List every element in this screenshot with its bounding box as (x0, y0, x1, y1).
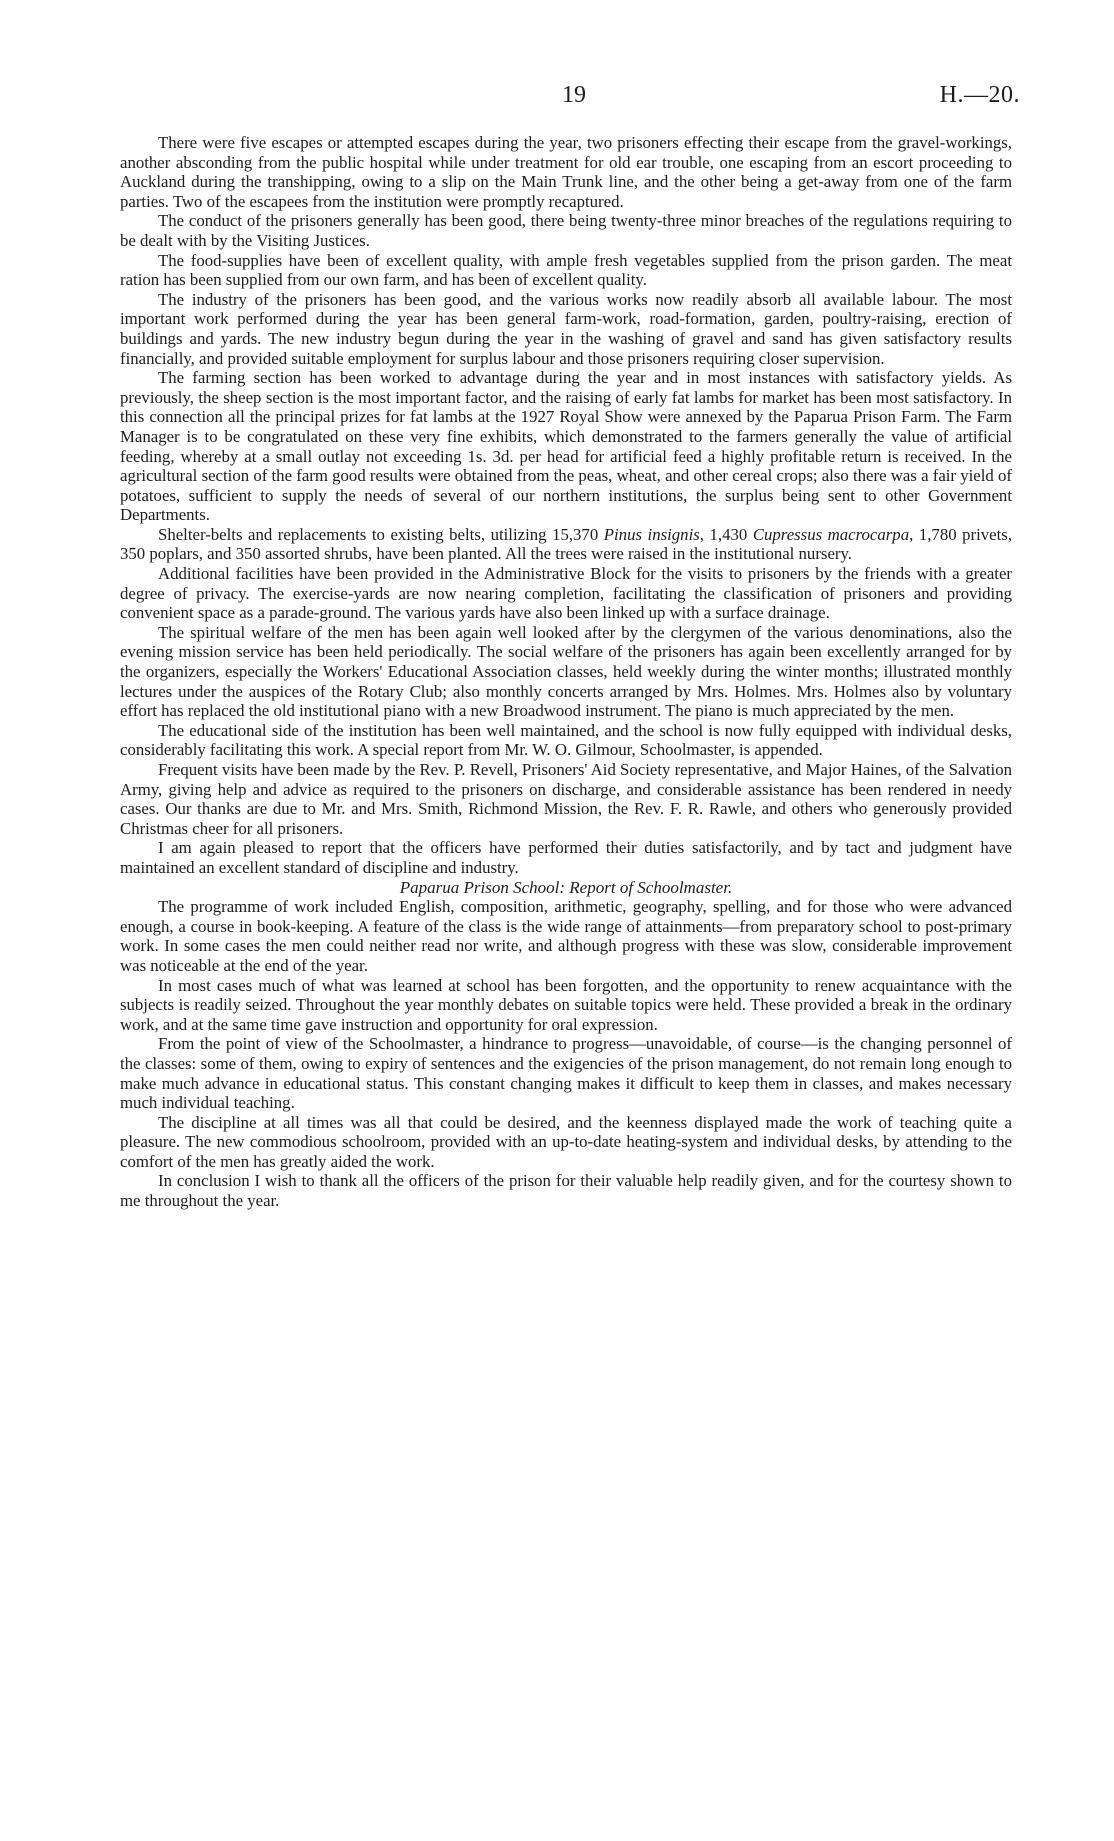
paragraph-school-debates: In most cases much of what was learned at school has been forgotten, and the opportunity to renew acquaintance with the subjects is readily seized. Throughout the year monthly debates on suitable topics were held. These provided a break in the ordinary work, and at the same time gave instruction and opportunity for oral expression. (120, 975, 1012, 1034)
paragraph-school-programme: The programme of work included English, composition, arithmetic, geography, spelling, and for those who were advanced enough, a course in book-keeping. A feature of the class is the wide range of attainments—from preparatory school to post-primary work. In some cases the men could neither read nor write, and although progress with these was slow, considerable improvement was noticeable at the end of the year. (120, 897, 1012, 975)
paragraph-visits: Frequent visits have been made by the Rev. P. Revell, Prisoners' Aid Society representative, and Major Haines, of the Salvation Army, giving help and advice as required to the prisoners on discharge, and considerable assistance has been rendered in needy cases. Our thanks are due to Mr. and Mrs. Smith, Richmond Mission, the Rev. F. R. Rawle, and others who generously provided Christmas cheer for all prisoners. (120, 760, 1012, 838)
paragraph-conduct: The conduct of the prisoners generally has been good, there being twenty-three minor breaches of the regulations requiring to be dealt with by the Visiting Justices. (120, 211, 1012, 250)
document-body (120, 133, 1012, 1211)
shelter-text-b: , 1,430 (699, 524, 753, 544)
page-number: 19 (562, 82, 586, 108)
paragraph-escapes: There were five escapes or attempted escapes during the year, two prisoners effecting their escape from the gravel-workings, another absconding from the public hospital while under treatment for old ear trouble, one escaping from an escort proceeding to Auckland during the transhipping, owing to a slip on the Main Trunk line, and the other being a get-away from one of the farm parties. Two of the escapees from the institution were promptly recaptured. (120, 133, 1012, 211)
paragraph-farming: The farming section has been worked to advantage during the year and in most instances with satisfactory yields. As previously, the sheep section is the most important factor, and the raising of early fat lambs for market has been most satisfactory. In this connection all the principal prizes for fat lambs at the 1927 Royal Show were annexed by the Paparua Prison Farm. The Farm Manager is to be congratulated on these very fine exhibits, which demonstrated to the farmers generally the value of artificial feeding, whereby at a small outlay not exceeding 1s. 3d. per head for artificial feed a highly profitable return is received. In the agricultural section of the farm good results were obtained from the peas, wheat, and other cereal crops; also there was a fair yield of potatoes, sufficient to supply the needs of several of our northern institutions, the surplus being sent to other Government Departments. (120, 368, 1012, 525)
paragraph-education: The educational side of the institution has been well maintained, and the school is now fully equipped with individual desks, considerably facilitating this work. A special report from Mr. W. O. Gilmour, Schoolmaster, is appended. (120, 720, 1012, 760)
paragraph-shelter-belts (120, 525, 1012, 564)
paragraph-welfare: The spiritual welfare of the men has been again well looked after by the clergymen of the various denominations, also the evening mission service has been held periodically. The social welfare of the prisoners has again been excellently arranged for by the organizers, especially the Workers' Educational Association classes, held weekly during the winter months; illustrated monthly lectures under the auspices of the Rotary Club; also monthly concerts arranged by Mrs. Holmes. Mrs. Holmes also by voluntary effort has replaced the old institutional piano with a new Broadwood instrument. The piano is much appreciated by the men. (120, 622, 1012, 721)
document-reference: H.—20. (939, 82, 1020, 108)
paragraph-school-hindrance: From the point of view of the Schoolmaster, a hindrance to progress—unavoidable, of course—is the changing personnel of the classes: some of them, owing to expiry of sentences and the exigencies of the prison management, do not remain long enough to make much advance in educational status. This constant changing makes it difficult to keep them in classes, and makes necessary much individual teaching. (120, 1034, 1012, 1113)
species-cupressus: Cupressus macrocarpa (752, 524, 910, 544)
shelter-text-a: Shelter-belts and replacements to existing belts, utilizing 15,370 (158, 524, 604, 544)
shelter-text-c: , 1,780 privets, 350 poplars, and 350 assorted shrubs, have been planted. All the trees were raised in the institutional nursery. (120, 524, 1013, 564)
page-header (0, 82, 1114, 112)
paragraph-school-discipline: The discipline at all times was all that could be desired, and the keenness displayed made the work of teaching quite a pleasure. The new commodious schoolroom, provided with an up-to-date heating-system and individual desks, by attending to the comfort of the men has greatly aided the work. (120, 1112, 1012, 1171)
species-pinus: Pinus insignis (603, 524, 700, 544)
paragraph-officers: I am again pleased to report that the officers have performed their duties satisfactorily, and by tact and judgment have maintained an excellent standard of discipline and industry. (120, 838, 1012, 877)
paragraph-school-conclusion: In conclusion I wish to thank all the officers of the prison for their valuable help readily given, and for the courtesy shown to me throughout the year. (120, 1171, 1012, 1211)
paragraph-food-supplies: The food-supplies have been of excellent quality, with ample fresh vegetables supplied from the prison garden. The meat ration has been supplied from our own farm, and has been of excellent quality. (120, 250, 1012, 290)
section-heading-school: Paparua Prison School: Report of Schoolmaster. (399, 877, 733, 897)
paragraph-facilities: Additional facilities have been provided in the Administrative Block for the visits to prisoners by the friends with a greater degree of privacy. The exercise-yards are now nearing completion, facilitating the classification of prisoners and providing convenient space as a parade-ground. The various yards have also been linked up with a surface drainage. (120, 564, 1012, 623)
paragraph-industry: The industry of the prisoners has been good, and the various works now readily absorb all available labour. The most important work performed during the year has been general farm-work, road-formation, garden, poultry-raising, erection of buildings and yards. The new industry begun during the year in the washing of gravel and sand has given satisfactory results financially, and provided suitable employment for surplus labour and those prisoners requiring closer supervision. (120, 289, 1012, 368)
